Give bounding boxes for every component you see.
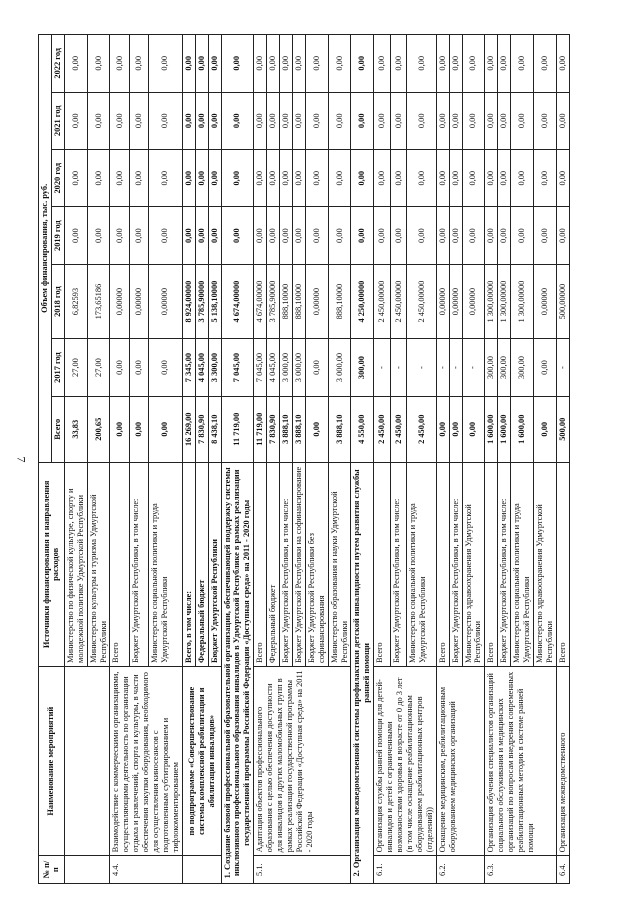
funding-source: Федеральный бюджет [267, 462, 280, 666]
funding-value: - [407, 339, 436, 396]
funding-value: 0,00 [208, 92, 221, 149]
funding-value: 0,00 [87, 35, 110, 93]
funding-value: 0,00 [305, 207, 328, 264]
funding-value: - [436, 339, 449, 396]
funding-value: 0,00 [305, 396, 328, 462]
funding-value: 0,00 [64, 35, 87, 93]
funding-value: - [390, 339, 407, 396]
funding-value: 0,00000 [436, 264, 449, 338]
funding-value: 4 045,00 [195, 339, 208, 396]
funding-value: - [449, 339, 462, 396]
table-row [254, 35, 267, 884]
funding-value: 1 300,00000 [498, 264, 511, 338]
funding-value: 0,00 [485, 92, 498, 149]
funding-value: 0,00 [182, 92, 195, 149]
funding-value: 1 300,00000 [485, 264, 498, 338]
header-year: 2019 год [51, 207, 64, 264]
header-source: Источники финансирования и направления расходов [39, 462, 65, 666]
section-value: 0,00 [221, 149, 254, 206]
funding-value: 0,00 [407, 92, 436, 149]
funding-value: 0,00 [292, 149, 305, 206]
funding-value: 888,10000 [328, 264, 351, 338]
funding-value: 0,00 [195, 149, 208, 206]
funding-value: 0,00 [533, 339, 556, 396]
header-name: Наименование мероприятий [39, 666, 65, 855]
item-name: Организация службы ранней помощи для детей-инвалидов и детей с ограниченными возможностями здоровья в возрасте от 0 до 3 лет (в том числе оснащение реабилитационным оборудованием реабилитационных центров (отделений)) [374, 666, 436, 855]
funding-value: 7 830,90 [195, 396, 208, 462]
funding-value: 0,00 [292, 92, 305, 149]
funding-value: 0,00 [305, 149, 328, 206]
funding-value: 3 785,90000 [267, 264, 280, 338]
funding-value: 0,00 [533, 396, 556, 462]
funding-value: 0,00000 [129, 264, 148, 338]
funding-value: 7 045,00 [254, 339, 267, 396]
funding-value: 3 888,10 [328, 396, 351, 462]
funding-value: 3 785,90000 [195, 264, 208, 338]
funding-value: 27,00 [64, 339, 87, 396]
item-number: 5.1. [254, 856, 351, 884]
funding-value: 33,83 [64, 396, 87, 462]
funding-value: 2 450,00 [390, 396, 407, 462]
funding-value: 0,00 [280, 92, 293, 149]
header-year: 2020 год [51, 149, 64, 206]
funding-value: 0,00 [208, 149, 221, 206]
funding-value: 1 600,00 [498, 396, 511, 462]
page-number: 7 [14, 456, 29, 463]
funding-value: 0,00 [254, 35, 267, 93]
funding-value: 0,00 [511, 207, 534, 264]
funding-value: 0,00000 [148, 264, 182, 338]
funding-value: 0,00 [436, 35, 449, 93]
funding-value: 0,00 [498, 149, 511, 206]
funding-value: 0,00 [511, 149, 534, 206]
item-number: 6.1. [374, 856, 436, 884]
funding-value: 0,00 [485, 35, 498, 93]
funding-source: Министерство здравоохранения Удмуртской Республики [462, 462, 485, 666]
funding-value: 0,00 [449, 149, 462, 206]
funding-source: Министерство образования и науки Удмуртской Республики [328, 462, 351, 666]
funding-value: 0,00 [328, 35, 351, 93]
funding-value: 3 888,10 [280, 396, 293, 462]
funding-value: 0,00 [407, 207, 436, 264]
funding-value: 16 269,00 [182, 396, 195, 462]
section-value: 11 719,00 [221, 396, 254, 462]
funding-value: 0,00 [292, 35, 305, 93]
funding-value: 0,00 [556, 92, 569, 149]
funding-value: 0,00 [64, 92, 87, 149]
section-title: 2. Организация межведомственной системы профилактики детской инвалидности путем развития службы ранней помощи [351, 462, 374, 883]
funding-value: 0,00 [254, 149, 267, 206]
funding-value: 0,00 [195, 92, 208, 149]
funding-value: 27,00 [87, 339, 110, 396]
funding-value: 0,00 [485, 207, 498, 264]
item-number [182, 856, 221, 884]
funding-value: 0,00 [292, 207, 305, 264]
funding-value: 0,00 [485, 149, 498, 206]
funding-value: 0,00 [110, 396, 129, 462]
funding-value: 0,00 [374, 92, 391, 149]
funding-source: Федеральный бюджет [195, 462, 208, 666]
funding-value: 0,00 [267, 35, 280, 93]
funding-value: 0,00 [436, 92, 449, 149]
section-row [221, 35, 254, 884]
funding-value: 500,00 [556, 396, 569, 462]
table-row [556, 35, 569, 884]
funding-value: 0,00 [280, 35, 293, 93]
funding-value: 0,00 [498, 35, 511, 93]
funding-value: 500,00000 [556, 264, 569, 338]
funding-value: 0,00 [208, 207, 221, 264]
funding-value: 0,00 [267, 207, 280, 264]
funding-value: 1 600,00 [485, 396, 498, 462]
funding-source: Министерство социальной политики и труда Удмуртской Республики [407, 462, 436, 666]
funding-value: 0,00 [87, 207, 110, 264]
item-number: 4.4. [110, 856, 182, 884]
funding-value: 0,00 [148, 92, 182, 149]
funding-value: 0,00 [462, 92, 485, 149]
section-title: 1. Создание базовой профессиональной образовательной организации, обеспечивающей поддержку системы инклюзивного профессионального образования инвалидов в Удмуртской Республике в рамках реализации государственной программы Российской Федерации «Доступная среда» на 2011 - 2020 годы [221, 462, 254, 883]
section-value: 0,00 [351, 149, 374, 206]
funding-value: 2 450,00 [374, 396, 391, 462]
funding-source: Всего [556, 462, 569, 666]
section-value: 4 250,00000 [351, 264, 374, 338]
funding-value: 0,00000 [462, 264, 485, 338]
funding-value: 0,00 [533, 207, 556, 264]
section-value: 0,00 [351, 35, 374, 93]
funding-source: Министерство культуры и туризма Удмуртской Республики [87, 462, 110, 666]
funding-value: 0,00 [305, 35, 328, 93]
funding-value: 0,00 [498, 207, 511, 264]
item-name: Взаимодействие с коммерческими организациями, осуществляющими деятельность по организации отдыха и развлечений, спорта и культуры, в части обеспечения закупки оборудования, необходимого для осуществления киносеансов с подготовленным субтитрированием и тифлокомментированием [110, 666, 182, 855]
item-name: Адаптация объектов профессионального образования с целью обеспечения доступности для инвалидов и других маломобильных групп в рамках реализации государственной программы Российской Федерации «Доступная среда» на 2011 - 2020 годы [254, 666, 351, 855]
funding-value: 2 450,00000 [407, 264, 436, 338]
funding-value: 11 719,00 [254, 396, 267, 462]
funding-value: 0,00 [280, 207, 293, 264]
header-year: 2022 год [51, 35, 64, 93]
funding-value: 0,00 [267, 149, 280, 206]
funding-source: Всего [374, 462, 391, 666]
funding-value: 2 450,00000 [374, 264, 391, 338]
funding-value: 0,00 [129, 396, 148, 462]
section-value: 7 045,00 [221, 339, 254, 396]
funding-value: 0,00 [110, 149, 129, 206]
funding-source: Всего [436, 462, 449, 666]
funding-value: 0,00 [556, 35, 569, 93]
funding-value: 0,00 [556, 207, 569, 264]
funding-value: 0,00 [148, 35, 182, 93]
funding-value: 0,00 [87, 92, 110, 149]
section-value: 0,00 [351, 207, 374, 264]
funding-source: Всего [485, 462, 498, 666]
funding-value: 1 600,00 [511, 396, 534, 462]
funding-value: 0,00 [267, 92, 280, 149]
funding-source: Всего [254, 462, 267, 666]
funding-value: 0,00 [390, 149, 407, 206]
funding-value: 0,00 [182, 35, 195, 93]
funding-value: 888,10000 [280, 264, 293, 338]
funding-value: 0,00000 [305, 264, 328, 338]
funding-value: 0,00 [436, 149, 449, 206]
funding-value: 0,00 [556, 149, 569, 206]
funding-source: Министерство по физической культуре, спорту и молодежной политике Удмуртской Республики [64, 462, 87, 666]
item-number: 6.4. [556, 856, 569, 884]
funding-source: Министерство социальной политики и труда Удмуртской Республики [511, 462, 534, 666]
section-value: 4 550,00 [351, 396, 374, 462]
item-name: Организация межведомственного [556, 666, 569, 855]
section-value: 0,00 [221, 35, 254, 93]
table-body [64, 35, 569, 884]
funding-value: 6,82593 [64, 264, 87, 338]
funding-value: 0,00 [462, 396, 485, 462]
funding-value: 0,00 [533, 92, 556, 149]
funding-value: 173,65186 [87, 264, 110, 338]
funding-source: Бюджет Удмуртской Республики, в том числе: [129, 462, 148, 666]
header-no: № п/п [39, 856, 65, 884]
header-year: Всего [51, 396, 64, 462]
funding-value: 0,00 [129, 339, 148, 396]
funding-value: 0,00 [195, 207, 208, 264]
funding-value: 0,00 [462, 35, 485, 93]
funding-value: 3 888,10 [292, 396, 305, 462]
funding-value: 0,00 [511, 92, 534, 149]
funding-value: 0,00 [449, 396, 462, 462]
funding-value: 0,00 [64, 149, 87, 206]
header-year: 2021 год [51, 92, 64, 149]
funding-value: 0,00000 [110, 264, 129, 338]
funding-value: 7 345,00 [182, 339, 195, 396]
funding-value: 0,00 [374, 207, 391, 264]
funding-value: 0,00 [533, 149, 556, 206]
section-value: 4 674,00000 [221, 264, 254, 338]
funding-value: 4 045,00 [267, 339, 280, 396]
funding-value: 0,00 [305, 92, 328, 149]
section-value: 0,00 [221, 92, 254, 149]
funding-value: 0,00 [254, 207, 267, 264]
funding-source: Бюджет Удмуртской Республики, в том числе: [280, 462, 293, 666]
funding-value: 3 000,00 [280, 339, 293, 396]
funding-source: Министерство здравоохранения Удмуртской Республики [533, 462, 556, 666]
table-row [64, 35, 87, 884]
funding-value: 0,00 [305, 339, 328, 396]
item-name: Оснащение медицинским, реабилитационным оборудованием медицинских организаций [436, 666, 485, 855]
funding-source: Бюджет Удмуртской Республики, в том числе: [449, 462, 462, 666]
funding-value: 0,00 [148, 396, 182, 462]
funding-value: 0,00 [182, 207, 195, 264]
funding-value: 0,00 [328, 92, 351, 149]
funding-value: 888,10000 [292, 264, 305, 338]
funding-value: 1 300,00000 [511, 264, 534, 338]
funding-value: 0,00 [110, 35, 129, 93]
funding-value: 0,00 [129, 92, 148, 149]
funding-value: 0,00 [407, 35, 436, 93]
funding-value: 3 000,00 [328, 339, 351, 396]
funding-value: 0,00 [148, 149, 182, 206]
funding-value: 0,00 [511, 35, 534, 93]
funding-source: Бюджет Удмуртской Республики, в том числе: [498, 462, 511, 666]
funding-value: 2 450,00 [407, 396, 436, 462]
funding-value: 0,00 [462, 149, 485, 206]
section-value: 0,00 [221, 207, 254, 264]
item-name: по подпрограмме «Совершенствование системы комплексной реабилитации и абилитации инвалидов» [182, 666, 221, 855]
funding-value: 0,00 [148, 339, 182, 396]
item-number: 6.2. [436, 856, 485, 884]
section-row [351, 35, 374, 884]
funding-source: Бюджет Удмуртской Республики без софинансирования [305, 462, 328, 666]
funding-value: 0,00 [195, 35, 208, 93]
funding-value: 2 450,00000 [390, 264, 407, 338]
funding-value: 0,00 [110, 339, 129, 396]
funding-source: Бюджет Удмуртской Республики [208, 462, 221, 666]
funding-value: 0,00 [129, 35, 148, 93]
funding-value: 0,00 [87, 149, 110, 206]
funding-value: 0,00 [533, 35, 556, 93]
funding-value: 0,00 [208, 35, 221, 93]
header-year: 2017 год [51, 339, 64, 396]
funding-source: Бюджет Удмуртской Республики, в том числе: [390, 462, 407, 666]
funding-value: 200,65 [87, 396, 110, 462]
funding-value: 8 438,10 [208, 396, 221, 462]
funding-value: 0,00 [449, 207, 462, 264]
funding-value: 0,00 [436, 207, 449, 264]
funding-source: Министерство социальной политики и труда Удмуртской Республики [148, 462, 182, 666]
funding-value: 0,00 [462, 207, 485, 264]
funding-value: 0,00 [129, 149, 148, 206]
header-funding: Объем финансирования, тыс. руб. [39, 35, 52, 463]
funding-source: Всего, в том числе: [182, 462, 195, 666]
funding-value: - [556, 339, 569, 396]
funding-value: 0,00 [407, 149, 436, 206]
funding-value: 0,00 [148, 207, 182, 264]
funding-value: 5 138,10000 [208, 264, 221, 338]
funding-value: 0,00 [328, 149, 351, 206]
funding-value: 0,00 [64, 207, 87, 264]
funding-value: 0,00 [110, 207, 129, 264]
funding-table [38, 34, 570, 884]
section-value: 0,00 [351, 92, 374, 149]
funding-value: 0,00 [254, 92, 267, 149]
table-row [110, 35, 129, 884]
funding-value: 0,00 [328, 207, 351, 264]
funding-value: 0,00 [374, 149, 391, 206]
funding-value: 0,00 [390, 207, 407, 264]
funding-value: 3 300,00 [208, 339, 221, 396]
funding-source: Бюджет Удмуртской Республики на софинансирование [292, 462, 305, 666]
funding-value: 0,00 [449, 35, 462, 93]
section-value: 300,00 [351, 339, 374, 396]
funding-value: 0,00 [390, 92, 407, 149]
funding-value: 300,00 [498, 339, 511, 396]
funding-value: - [462, 339, 485, 396]
funding-value: 0,00000 [449, 264, 462, 338]
funding-value: 4 674,00000 [254, 264, 267, 338]
table-row [182, 35, 195, 884]
funding-value: 0,00 [436, 396, 449, 462]
funding-value: 0,00 [280, 149, 293, 206]
item-number [64, 856, 110, 884]
item-name: Организация обучения специалистов организаций социального обслуживания и медицинских организаций по вопросам внедрения современных реабилитационных методик в системе ранней помощи [485, 666, 556, 855]
item-name [64, 666, 110, 855]
funding-value: 0,00 [129, 207, 148, 264]
funding-value: 0,00 [182, 149, 195, 206]
table-row [485, 35, 498, 884]
header-year: 2018 год [51, 264, 64, 338]
funding-value: - [374, 339, 391, 396]
funding-value: 0,00 [110, 92, 129, 149]
funding-value: 7 830,90 [267, 396, 280, 462]
funding-value: 300,00 [511, 339, 534, 396]
funding-value: 0,00 [498, 92, 511, 149]
funding-source: Всего [110, 462, 129, 666]
funding-value: 3 000,00 [292, 339, 305, 396]
rotated-page [38, 34, 628, 884]
funding-value: 0,00000 [533, 264, 556, 338]
funding-value: 0,00 [449, 92, 462, 149]
table-row [436, 35, 449, 884]
item-number: 6.3. [485, 856, 556, 884]
funding-value: 0,00 [390, 35, 407, 93]
funding-value: 0,00 [374, 35, 391, 93]
funding-value: 300,00 [485, 339, 498, 396]
table-row [374, 35, 391, 884]
funding-value: 8 924,00000 [182, 264, 195, 338]
